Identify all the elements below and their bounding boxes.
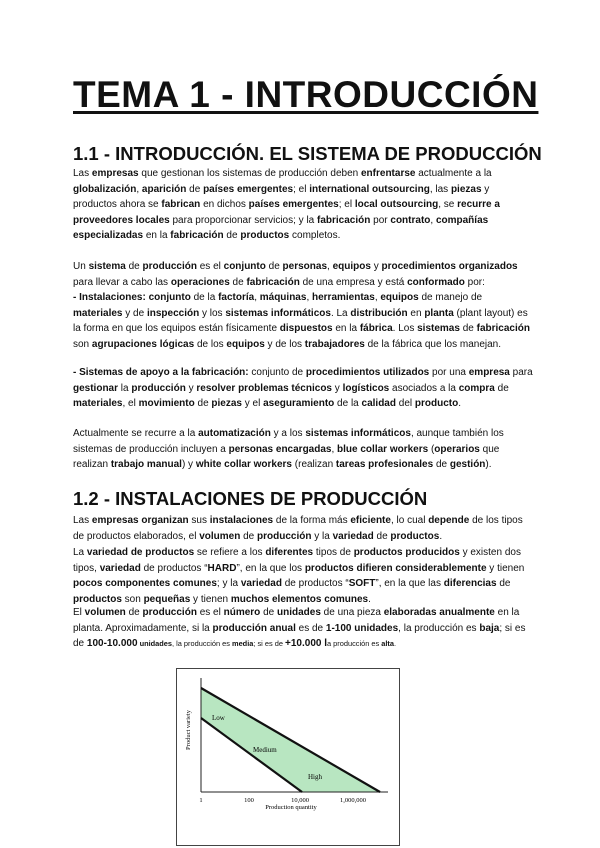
x-tick-label: 1	[199, 797, 203, 804]
text-run: a producción es	[327, 639, 382, 649]
bold-text: movimiento	[138, 398, 195, 410]
text-run: de una empresa y está	[299, 276, 408, 288]
text-run: de	[459, 323, 477, 335]
bold-text: calidad	[361, 398, 396, 410]
bold-text: conjunto	[148, 292, 191, 303]
text-run: por	[370, 214, 391, 226]
text-run: son	[121, 593, 144, 605]
bold-text: diferentes	[265, 547, 314, 558]
bold-text: variedad	[332, 530, 374, 542]
bold-text: procedimientos organizados	[381, 261, 518, 272]
text-run: , se	[438, 199, 458, 211]
text-run: de la	[334, 398, 362, 410]
text-run: ,	[327, 261, 333, 272]
bold-text: máquinas	[259, 292, 307, 303]
text-run: ,	[430, 214, 436, 226]
bold-text: aparición	[141, 183, 187, 195]
bold-text: gestionar	[73, 382, 119, 394]
text-run: para	[509, 367, 533, 378]
text-run: que gestionan los sistemas de producción deben	[138, 168, 361, 179]
text-run: ,	[306, 292, 312, 303]
text-run: en la	[143, 230, 171, 242]
text-run: es el	[196, 607, 224, 618]
bold-text: pocos componentes comunes	[73, 578, 217, 590]
text-run: y existen dos tipos,	[73, 547, 521, 574]
bold-text: trabajo manual	[110, 459, 182, 471]
product-variety-figure	[176, 668, 400, 846]
bold-text: fabricación	[170, 230, 224, 242]
bold-text: agrupaciones lógicas	[91, 338, 195, 350]
y-axis-label: Product variety	[185, 710, 192, 750]
text-run: , el	[122, 398, 139, 410]
text-run: de	[240, 530, 258, 542]
bold-text: personas	[282, 261, 328, 272]
paragraph	[73, 513, 533, 544]
bold-text: fabrican	[161, 199, 201, 211]
text-run: ,	[331, 443, 338, 455]
bold-text: HARD	[207, 562, 237, 574]
bold-text: +10.000	[285, 638, 322, 650]
text-run: .	[458, 398, 461, 410]
bold-text: compra	[458, 382, 495, 394]
bold-text: tareas profesionales	[335, 459, 434, 471]
bold-text: volumen	[199, 530, 241, 542]
text-run: ,	[136, 183, 142, 195]
text-run: de los	[194, 338, 227, 350]
region-high: High	[308, 773, 322, 781]
text-run: de	[229, 276, 247, 288]
text-run: asociados a la	[389, 382, 459, 394]
text-run: en	[407, 307, 425, 319]
text-run: de la fábrica que los manejan.	[364, 338, 502, 350]
text-run: ; el	[338, 199, 355, 211]
bold-text: productos	[240, 230, 290, 242]
bold-text: organizan	[141, 515, 189, 526]
bold-text: productos	[390, 530, 440, 542]
text-run: .	[368, 593, 371, 605]
bold-text: - Instalaciones:	[73, 292, 146, 303]
bold-text: variedad	[240, 578, 282, 590]
text-run: en la planta. Aproximadamente, si la	[73, 607, 520, 634]
text-run: (plant layout) es la forma en que los equipos están físicamente	[73, 307, 528, 335]
bold-text: resolver problemas técnicos	[196, 382, 332, 394]
text-run: conjunto de	[248, 367, 306, 378]
text-run: de	[265, 261, 283, 272]
region-low: Low	[212, 714, 225, 722]
bold-text: herramientas	[312, 292, 375, 303]
paragraph	[73, 365, 533, 412]
bold-text: diferencias	[443, 578, 497, 590]
bold-text: empresas	[91, 168, 139, 179]
bold-text: número	[223, 607, 261, 618]
text-run: Las	[73, 515, 92, 526]
bold-text: sistemas informáticos	[225, 307, 331, 319]
text-run: ,	[374, 292, 381, 303]
text-run: ; si es de	[73, 622, 526, 650]
text-run: por:	[464, 276, 485, 288]
bold-text: países emergentes	[248, 199, 339, 211]
text-run: es de	[295, 622, 326, 634]
text-run: .	[394, 639, 397, 649]
text-run: Actualmente se recurre a la	[73, 428, 199, 439]
text-run: .	[439, 530, 443, 542]
section-heading-1-2: 1.2 - INSTALACIONES DE PRODUCCIÓN	[73, 488, 428, 509]
bold-text: enfrentarse	[360, 168, 416, 179]
bold-text: distribución	[350, 307, 408, 319]
bold-text: sistema	[88, 261, 126, 272]
bold-text: 1-100 unidades	[325, 622, 399, 634]
bold-text: trabajadores	[304, 338, 365, 350]
bold-text: productos producidos	[353, 547, 460, 558]
text-run: y	[185, 382, 197, 394]
text-run: y la	[311, 530, 333, 542]
page-title: TEMA 1 - INTRODUCCIÓN	[73, 74, 539, 115]
bold-text: conformado	[407, 276, 465, 288]
bold-text: variedad	[99, 562, 141, 574]
text-run: y a los	[270, 428, 306, 439]
text-run: de	[496, 578, 511, 590]
paragraph	[73, 259, 533, 290]
bold-text: aseguramiento	[263, 398, 335, 410]
text-run: ; el	[293, 183, 310, 195]
text-run: y tienen	[190, 593, 231, 605]
bold-text: equipos	[226, 338, 265, 350]
bold-text: media	[232, 639, 254, 649]
paragraph	[73, 545, 533, 607]
bold-text: materiales	[73, 307, 123, 319]
text-run: ”, en la que las	[375, 578, 444, 590]
bold-text: unidades	[276, 607, 321, 618]
text-run: (realizan	[292, 459, 336, 471]
text-run: ”, en la que los	[236, 562, 305, 574]
text-run: la	[118, 382, 132, 394]
bold-text: eficiente	[350, 515, 391, 526]
bold-text: producción	[142, 607, 197, 618]
text-run: ; y la	[216, 578, 241, 590]
text-run: de la forma más	[273, 515, 351, 526]
x-axis-label: Production quantity	[265, 804, 317, 811]
text-run: de	[223, 230, 241, 242]
x-tick-label: 10,000	[291, 797, 309, 804]
paragraph	[73, 290, 533, 352]
bold-text: sistemas	[417, 323, 460, 335]
text-run: sus	[188, 515, 210, 526]
bold-text: producción anual	[212, 622, 296, 634]
text-run: de	[373, 530, 391, 542]
text-run: y productos ahora se	[73, 183, 490, 211]
bold-text: fabricación	[317, 214, 371, 226]
text-run: del	[395, 398, 415, 410]
bold-text: gestión	[449, 459, 486, 471]
bold-text: factoría	[218, 292, 255, 303]
bold-text: depende	[428, 515, 470, 526]
bold-text: globalización	[73, 183, 137, 195]
bold-text: 100-10.000	[86, 638, 138, 650]
text-run: y	[332, 382, 343, 394]
text-run: La	[73, 547, 87, 558]
text-run: y de	[122, 307, 147, 319]
text-run: de	[125, 261, 143, 272]
text-run: y de los	[264, 338, 305, 350]
bold-text: automatización	[198, 428, 271, 439]
text-run: de	[260, 607, 277, 618]
region-medium: Medium	[253, 746, 277, 754]
text-run: de	[186, 183, 204, 195]
text-run: que realizan	[73, 443, 500, 471]
x-tick-label: 1,000,000	[340, 797, 366, 804]
bold-text: fábrica	[359, 323, 393, 335]
text-run: y los	[199, 307, 226, 319]
bold-text: blue collar workers	[337, 443, 429, 455]
bold-text: - Sistemas de apoyo a la fabricación:	[73, 367, 249, 378]
bold-text: conjunto	[223, 261, 266, 272]
text-run: , aunque también los sistemas de producción incluyen a	[73, 428, 504, 455]
bold-text: producción	[131, 382, 186, 394]
bold-text: contrato	[390, 214, 431, 226]
bold-text: local outsourcing	[354, 199, 439, 211]
bold-text: fabricación	[476, 323, 530, 335]
text-run: Las	[73, 168, 92, 179]
bold-text: operarios	[434, 443, 480, 455]
bold-text: países emergentes	[203, 183, 294, 195]
bold-text: fabricación	[246, 276, 300, 288]
text-run: , las	[429, 183, 451, 195]
paragraph	[73, 605, 533, 652]
text-run: completos.	[289, 230, 341, 242]
text-run: por una	[429, 367, 469, 378]
text-run: para llevar a cabo las	[73, 276, 171, 288]
bold-text: inspección	[146, 307, 200, 319]
bold-text: piezas	[211, 398, 242, 410]
bold-text: empresas	[91, 515, 139, 526]
text-run: ) y	[181, 459, 196, 471]
bold-text: baja	[479, 622, 500, 634]
bold-text: l	[321, 638, 328, 650]
text-run: . Los	[392, 323, 418, 335]
text-run: de una pieza	[320, 607, 384, 618]
bold-text: producción	[142, 261, 197, 272]
bold-text: international outsourcing	[309, 183, 430, 195]
text-run: actualmente a la	[415, 168, 492, 179]
bold-text: white collar workers	[195, 459, 292, 471]
bold-text: volumen	[84, 607, 126, 618]
bold-text: logísticos	[342, 382, 390, 394]
bold-text: muchos elementos comunes	[230, 593, 369, 605]
bold-text: alta	[381, 639, 394, 649]
bold-text: instalaciones	[209, 515, 274, 526]
bold-text: producto	[414, 398, 459, 410]
text-run: ).	[485, 459, 492, 471]
x-tick-label: 100	[244, 797, 254, 804]
paragraph	[73, 166, 533, 244]
bold-text: piezas	[450, 183, 482, 195]
bold-text: personas encargadas	[228, 443, 332, 455]
bold-text: productos	[304, 562, 354, 574]
text-run: . La	[330, 307, 351, 319]
bold-text: operaciones	[170, 276, 230, 288]
text-run: y tienen	[486, 562, 525, 574]
text-run: se refiere a los	[194, 547, 266, 558]
text-run: ; si es de	[253, 639, 286, 649]
bold-text: variedad de productos	[86, 547, 195, 558]
text-run: y	[370, 261, 382, 272]
text-run: de productos “	[140, 562, 208, 574]
paragraph	[73, 426, 533, 473]
bold-text: SOFT	[348, 578, 376, 590]
bold-text: compañías especializadas	[73, 214, 489, 242]
text-run: y el	[242, 398, 264, 410]
text-run: de	[433, 459, 450, 471]
bold-text: recurre a	[457, 199, 500, 211]
text-run: son	[73, 338, 92, 350]
bold-text: pequeñas	[143, 593, 191, 605]
text-run: de	[194, 398, 212, 410]
bold-text: producción	[257, 530, 312, 542]
bold-text: sistemas informáticos	[305, 428, 411, 439]
bold-text: productos	[73, 593, 122, 605]
text-run: de manejo de	[418, 292, 483, 303]
text-run: de productos “	[281, 578, 349, 590]
text-run: de	[494, 382, 509, 394]
text-run: de	[125, 607, 143, 618]
bold-text: equipos	[380, 292, 419, 303]
text-run: es el	[196, 261, 224, 272]
text-run: de los tipos de productos elaborados, el	[73, 515, 523, 542]
text-run: , la producción es	[398, 622, 480, 634]
bold-text: procedimientos utilizados	[305, 367, 430, 378]
text-run: El	[73, 607, 85, 618]
bold-text: equipos	[332, 261, 371, 272]
bold-text: difieren considerablemente	[356, 562, 487, 574]
bold-text: proveedores locales	[73, 214, 170, 226]
text-run: tipos de	[313, 547, 354, 558]
text-run: Un	[73, 261, 89, 272]
bold-text: dispuestos	[279, 323, 333, 335]
text-run: en dichos	[200, 199, 249, 211]
bold-text: elaboradas anualmente	[383, 607, 495, 618]
text-run: , lo cual	[390, 515, 429, 526]
bold-text: planta	[424, 307, 454, 319]
text-run: , la producción es	[172, 639, 232, 649]
text-run: (	[428, 443, 435, 455]
text-run: de la	[190, 292, 219, 303]
section-heading-1-1: 1.1 - INTRODUCCIÓN. EL SISTEMA DE PRODUCCIÓN	[73, 143, 542, 164]
bold-text: unidades	[137, 639, 173, 649]
bold-text: materiales	[73, 398, 123, 410]
text-run: en la	[332, 323, 360, 335]
text-run: ,	[254, 292, 260, 303]
bold-text: empresa	[468, 367, 510, 378]
text-run: para proporcionar servicios; y la	[169, 214, 318, 226]
